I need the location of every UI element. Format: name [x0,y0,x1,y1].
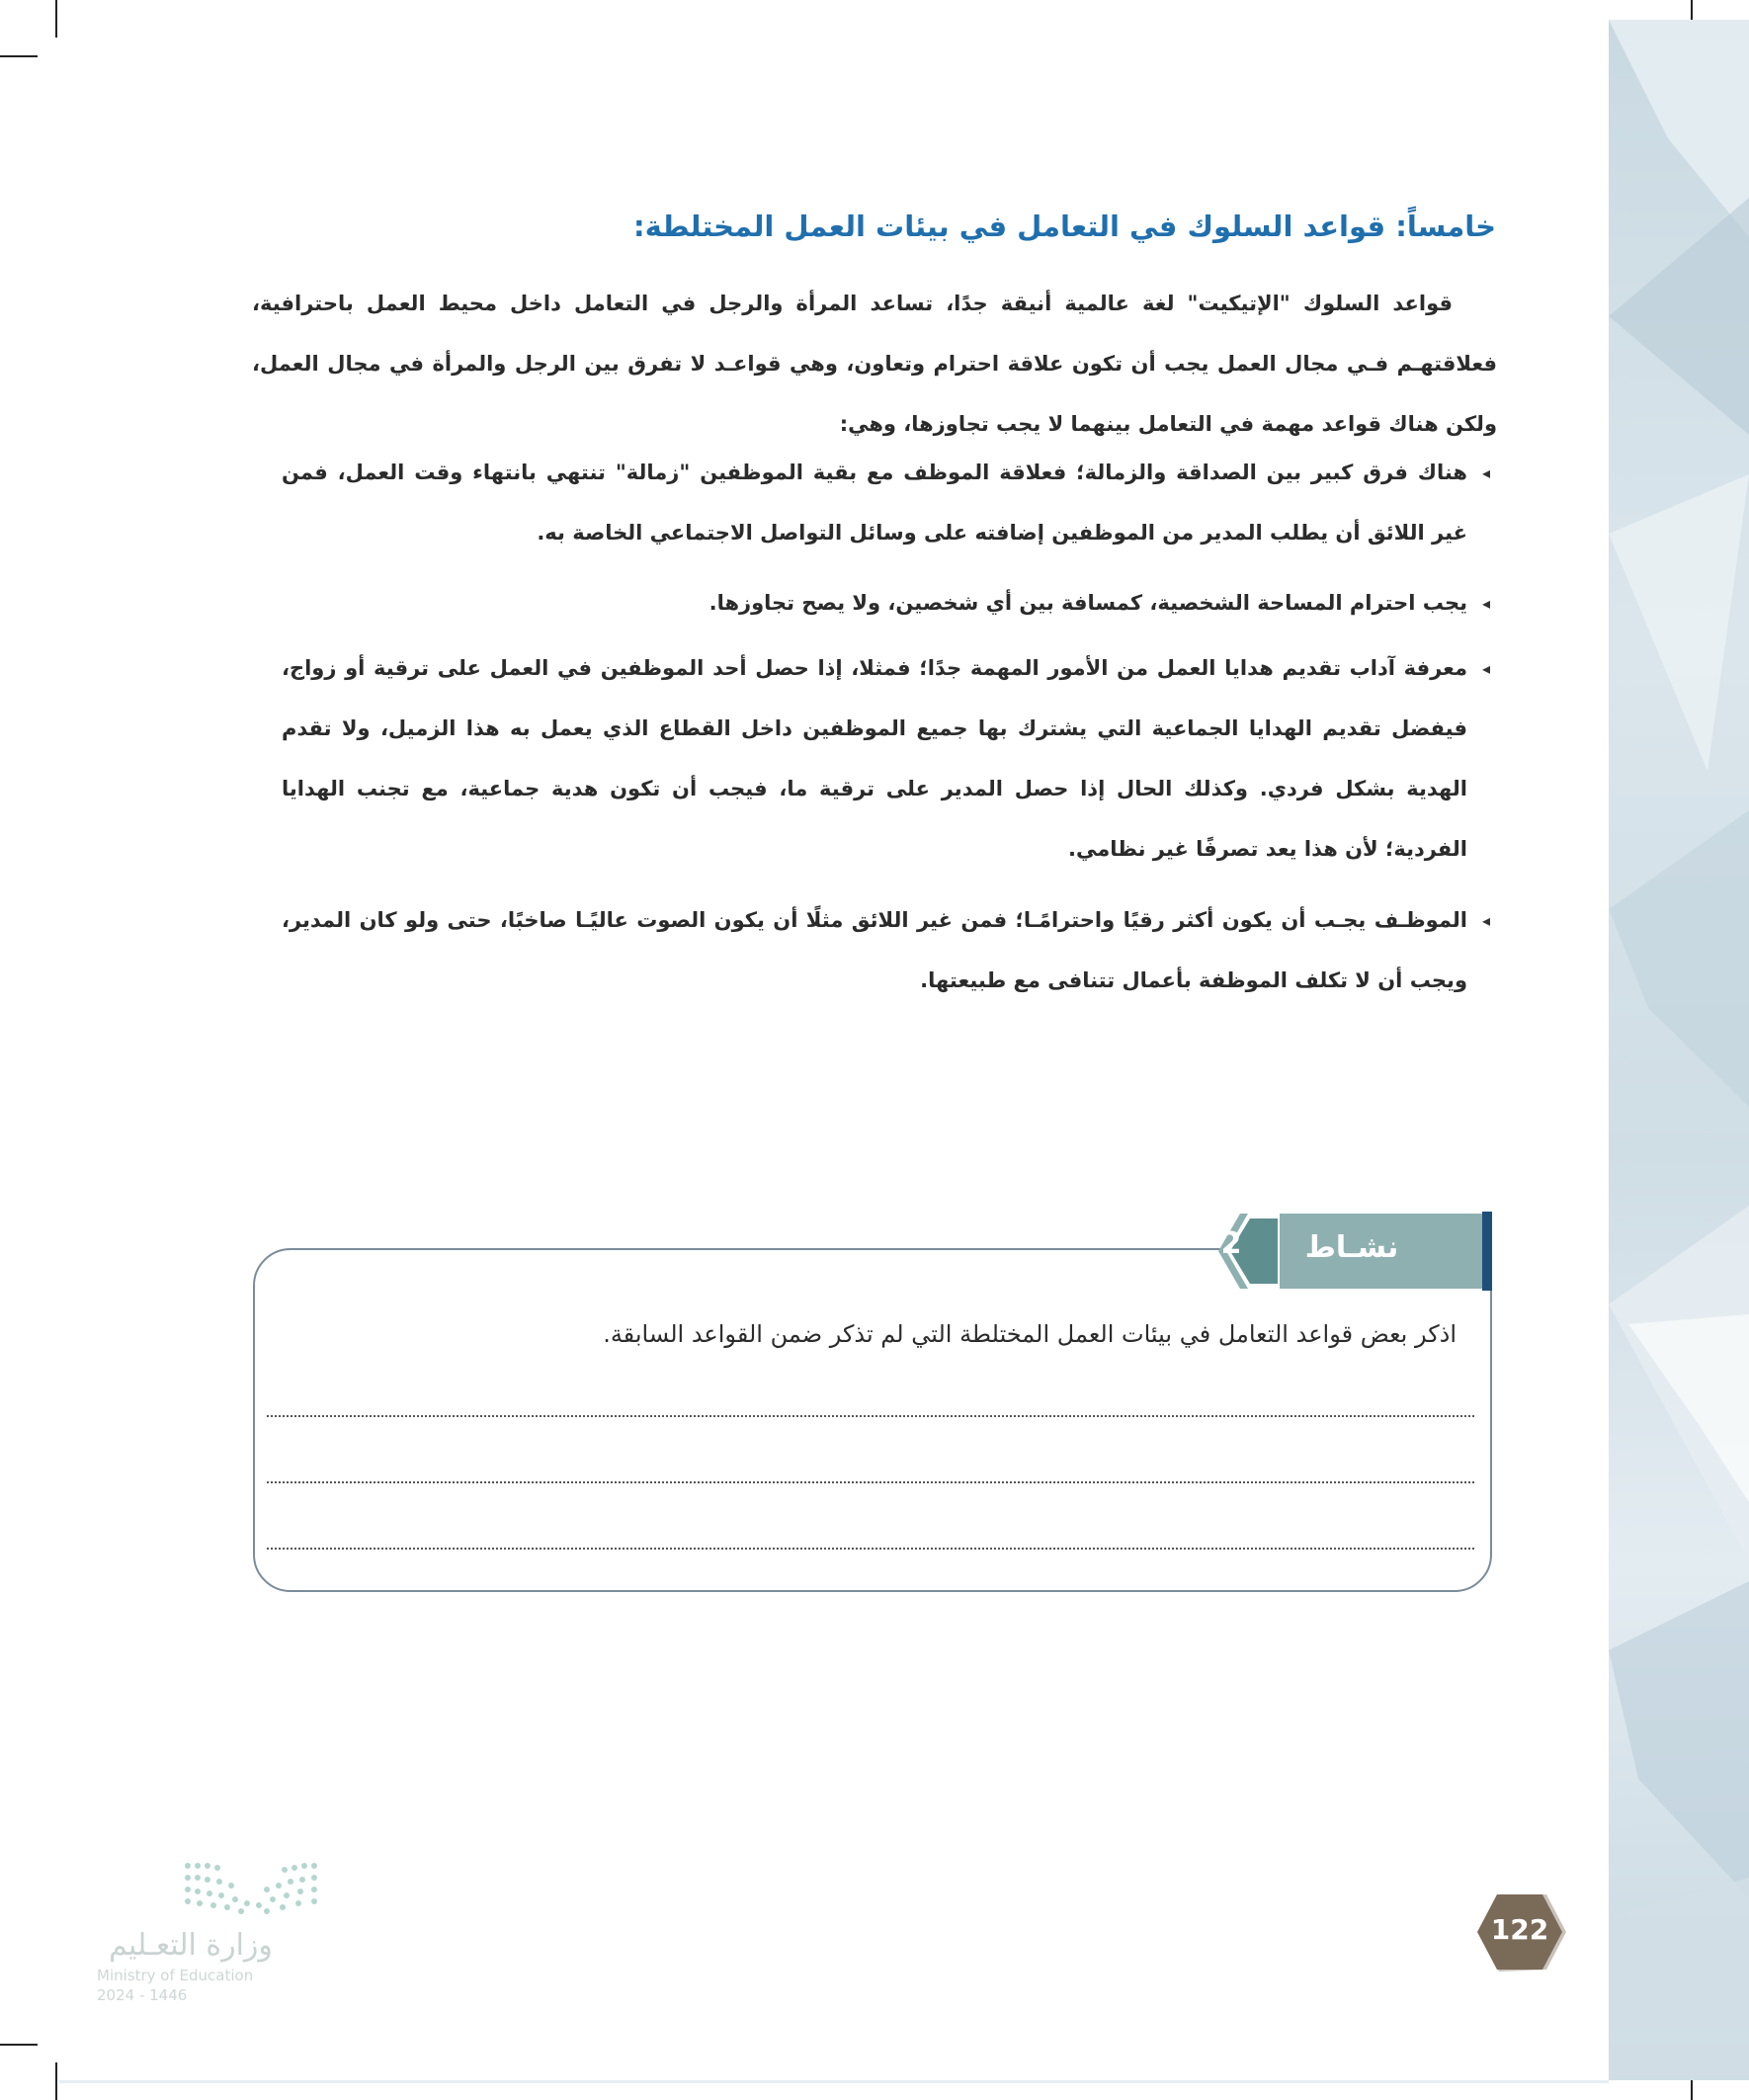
list-item-text: هناك فرق كبير بين الصداقة والزمالة؛ فعلاقة الموظف مع بقية الموظفين "زمالة" تنتهي بانتهاء وقت العمل، فمن غير اللائق أن يطلب المدير من الموظفين إضافته على وسائل التواصل الاجتماعي الخاصة به. [282,461,1467,545]
logo-year-text: 2024 - 1446 [97,1986,188,2004]
logo-arabic-text: وزارة التعـليم [109,1928,273,1963]
activity-prompt: اذكر بعض قواعد التعامل في بيئات العمل المختلطة التي لم تذكر ضمن القواعد السابقة. [603,1320,1457,1348]
activity-box [253,1248,1492,1592]
list-item [252,638,1497,880]
page-number: 122 [1490,1913,1549,1946]
answer-line[interactable] [267,1548,1474,1550]
bullet-marker-icon: ◂ [1481,911,1491,930]
list-item-text: الموظـف يجـب أن يكون أكثر رقيًا واحترامًـا؛ فمن غير اللائق مثلًا أن يكون الصوت عاليًـا صاخبًا، حتى ولو كان المدير، ويجب أن لا تكلف الموظفة بأعمال تتنافى مع طبيعتها. [282,908,1467,992]
list-item-text: معرفة آداب تقديم هدايا العمل من الأمور المهمة جدًا؛ فمثلا، إذا حصل أحد الموظفين في العمل على ترقية أو زواج، فيفضل تقديم الهدايا الجماعية التي يشترك بها جميع الموظفين داخل القطاع الذي يعمل به هذا الزميل، ولا تقدم الهدية بشكل فردي. وكذلك الحال إذا حصل المدير على ترقية ما، فيجب أن تكون هدية جماعية، مع تجنب الهدايا الفردية؛ لأن هذا يعد تصرفًا غير نظامي. [282,656,1467,861]
decorative-side-strip [1609,20,1749,2080]
logo-english-text: Ministry of Education [97,1967,254,1984]
answer-line[interactable] [267,1415,1474,1417]
answer-line[interactable] [267,1481,1474,1483]
activity-title: نشـاط [1304,1230,1399,1265]
intro-paragraph: قواعد السلوك "الإتيكيت" لغة عالمية أنيقة جدًا، تساعد المرأة والرجل في التعامل داخل محيط العمل باحترافية، فعلاقتهـم فـي مجال العمل يجب أن تكون علاقة احترام وتعاون، وهي قواعـد لا تفرق بين الرجل والمرأة في مجال العمل، ولكن هناك قواعد مهمة في التعامل بينهما لا يجب تجاوزها، وهي: [252,292,1497,436]
bullet-marker-icon: ◂ [1481,659,1491,678]
list-item [252,443,1497,563]
list-item [252,890,1497,1011]
bottom-rule [59,2080,1609,2083]
list-item-text: يجب احترام المساحة الشخصية، كمسافة بين أي شخصين، ولا يصح تجاوزها. [708,591,1467,615]
crop-mark [0,55,38,57]
section-heading: خامساً: قواعد السلوك في التعامل في بيئات العمل المختلطة: [633,210,1496,243]
crop-mark [55,0,57,38]
bullet-marker-icon: ◂ [1481,463,1491,482]
crop-mark [55,2062,57,2100]
crop-mark [0,2044,38,2046]
activity-number: 2 [1220,1226,1242,1261]
list-item [252,573,1497,633]
bullet-marker-icon: ◂ [1481,594,1491,613]
